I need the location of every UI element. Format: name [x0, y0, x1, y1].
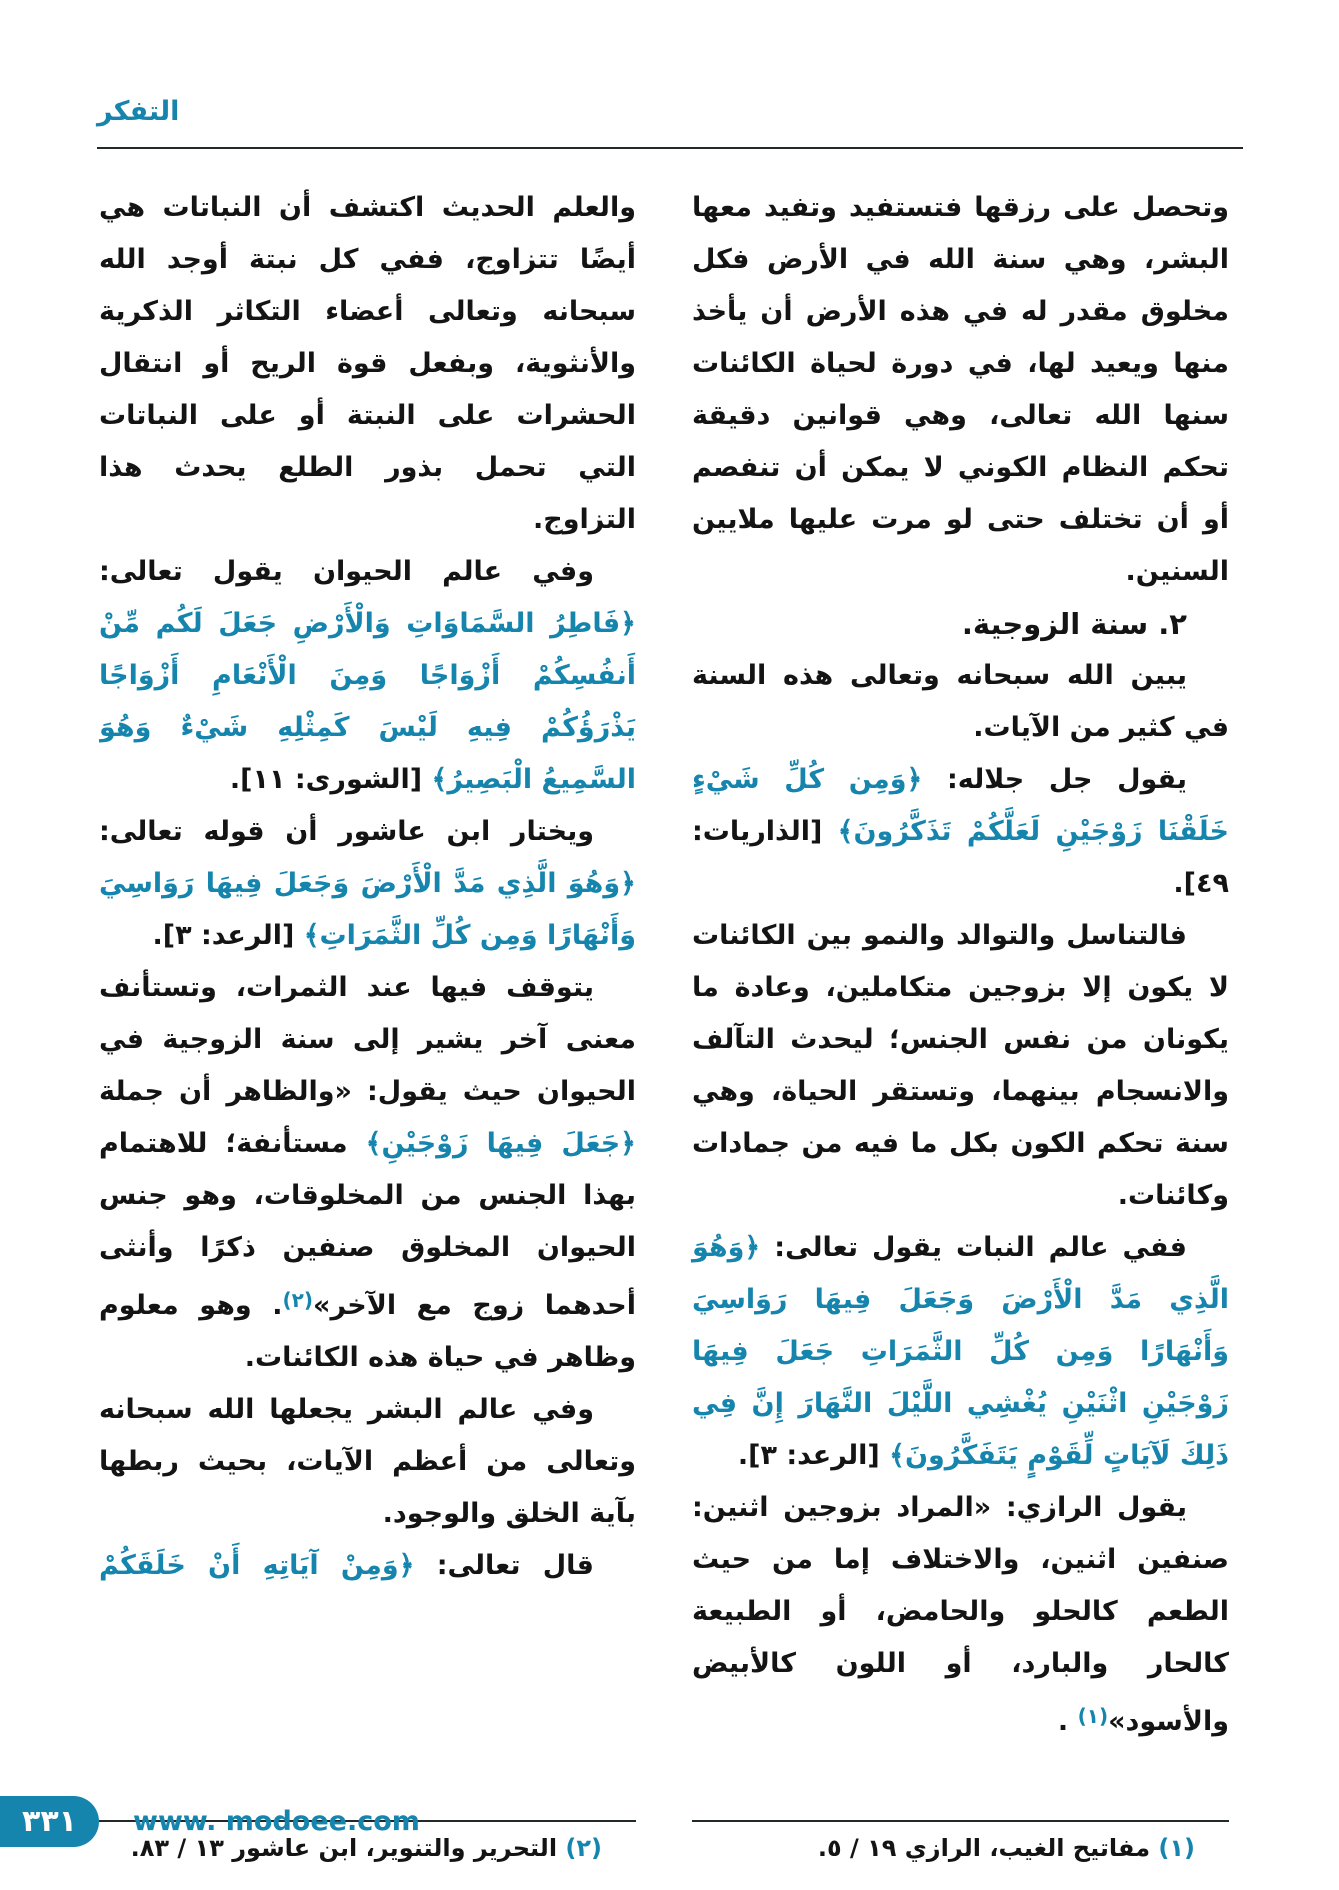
paragraph	[692, 182, 1229, 598]
text-columns	[99, 182, 1229, 1812]
quran-verse: ﴿فَاطِرُ السَّمَاوَاتِ وَالْأَرْضِ جَعَلَ لَكُم مِّنْ أَنفُسِكُمْ أَزْوَاجًا وَمِنَ الْأَنْعَامِ أَزْوَاجًا يَذْرَؤُكُمْ فِيهِ لَيْسَ كَمِثْلِهِ شَيْءٌ وَهُوَ السَّمِيعُ الْبَصِيرُ﴾	[99, 608, 636, 795]
paragraph	[99, 962, 636, 1384]
body-text: يبين الله سبحانه وتعالى هذه السنة في كثير من الآيات.	[692, 660, 1229, 743]
section-heading	[692, 598, 1229, 650]
footnote-marker: (١)	[1158, 1834, 1195, 1862]
running-head-title: التفكر	[97, 96, 180, 127]
page-number-badge	[0, 1796, 99, 1847]
quran-verse: ﴿وَهُوَ الَّذِي مَدَّ الْأَرْضَ وَجَعَلَ فِيهَا رَوَاسِيَ وَأَنْهَارًا وَمِن كُلِّ الثَّمَرَاتِ جَعَلَ فِيهَا زَوْجَيْنِ اثْنَيْنِ يُغْشِي اللَّيْلَ النَّهَارَ إِنَّ فِي ذَلِكَ لَآيَاتٍ لِّقَوْمٍ يَتَفَكَّرُونَ﴾	[692, 1232, 1229, 1471]
body-text: وتحصل على رزقها فتستفيد وتفيد معها البشر، وهي سنة الله في الأرض فكل مخلوق مقدر له في هذه الأرض أن يأخذ منها ويعيد لها، في دورة لحياة الكائنات سنها الله تعالى، وهي قوانين دقيقة تحكم النظام الكوني لا يمكن أن تنفصم أو أن تختلف حتى لو مرت عليها ملايين السنين.	[692, 192, 1229, 587]
paragraph	[692, 650, 1229, 754]
body-text: .	[1057, 1706, 1078, 1737]
paragraph	[99, 806, 636, 962]
body-text: . وهو معلوم وظاهر في حياة هذه الكائنات.	[99, 1290, 636, 1373]
body-text: [الشورى: ١١].	[229, 764, 432, 795]
quran-verse: ﴿وَمِنْ آيَاتِهِ أَنْ خَلَقَكُمْ	[99, 1550, 415, 1581]
body-text: مستأنفة؛ للاهتمام بهذا الجنس من المخلوقات، وهو جنس الحيوان المخلوق صنفين ذكرًا وأنثى أحدهما زوج مع الآخر»	[99, 1128, 636, 1321]
body-text: يقول جل جلاله:	[922, 764, 1188, 795]
paragraph	[99, 1384, 636, 1540]
body-text: [الرعد: ٣].	[737, 1440, 890, 1471]
paragraph	[692, 1482, 1229, 1748]
body-text: [الرعد: ٣].	[152, 920, 304, 951]
paragraph	[692, 1222, 1229, 1482]
quran-verse: ﴿وَهُوَ الَّذِي مَدَّ الْأَرْضَ وَجَعَلَ فِيهَا رَوَاسِيَ وَأَنْهَارًا وَمِن كُلِّ الثَّمَرَاتِ﴾	[99, 868, 636, 951]
quran-verse: ﴿وَمِن كُلِّ شَيْءٍ خَلَقْنَا زَوْجَيْنِ لَعَلَّكُمْ تَذَكَّرُونَ﴾	[692, 764, 1229, 847]
body-text: والعلم الحديث اكتشف أن النباتات هي أيضًا تتزاوج، ففي كل نبتة أوجد الله سبحانه وتعالى أعضاء التكاثر الذكرية والأنثوية، وبفعل قوة الريح أو انتقال الحشرات على النبتة أو على النباتات التي تحمل بذور الطلع يحدث هذا التزاوج.	[99, 192, 636, 535]
body-text: ويختار ابن عاشور أن قوله تعالى:	[99, 816, 594, 847]
page-number: ٣٣١	[22, 1804, 77, 1839]
column-left	[99, 182, 636, 1812]
body-text: يقول الرازي: «المراد بزوجين اثنين: صنفين اثنين، والاختلاف إما من حيث الطعم كالحلو والحامض، أو الطبيعة كالحار والبارد، أو اللون كالأبيض والأسود»	[692, 1492, 1229, 1737]
footnote-marker: (٢)	[565, 1834, 602, 1862]
paragraph	[692, 910, 1229, 1222]
body-text: فالتناسل والتوالد والنمو بين الكائنات لا يكون إلا بزوجين متكاملين، وعادة ما يكونان من نفس الجنس؛ ليحدث التآلف والانسجام بينهما، وتستقر الحياة، وهي سنة تحكم الكون بكل ما فيه من جمادات وكائنات.	[692, 920, 1229, 1211]
paragraph	[99, 1540, 636, 1592]
body-text: [الذاريات: ٤٩].	[692, 816, 1229, 899]
paragraph	[692, 754, 1229, 910]
website-url: www. modoee.com	[133, 1806, 420, 1837]
note-reference-marker: (١)	[1077, 1704, 1109, 1728]
quran-verse: ﴿جَعَلَ فِيهَا زَوْجَيْنِ﴾	[365, 1128, 636, 1159]
body-text: ففي عالم النبات يقول تعالى:	[760, 1232, 1187, 1263]
header-rule	[97, 147, 1243, 149]
paragraph	[99, 546, 636, 806]
body-text: قال تعالى:	[414, 1550, 594, 1581]
footnote-right	[692, 1820, 1229, 1862]
footnote-body: التحرير والتنوير، ابن عاشور ١٣ / ٨٣.	[130, 1834, 566, 1862]
body-text: يتوقف فيها عند الثمرات، وتستأنف معنى آخر يشير إلى سنة الزوجية في الحيوان حيث يقول: «والظاهر أن جملة	[99, 972, 636, 1107]
body-text: ٢. سنة الزوجية.	[961, 607, 1187, 641]
column-right	[692, 182, 1229, 1812]
note-reference-marker: (٢)	[282, 1288, 314, 1312]
footnote-text	[99, 1834, 636, 1862]
body-text: وفي عالم البشر يجعلها الله سبحانه وتعالى من أعظم الآيات، بحيث ربطها بآية الخلق والوجود.	[99, 1394, 636, 1529]
footnote-body: مفاتيح الغيب، الرازي ١٩ / ٥.	[817, 1834, 1159, 1862]
paragraph	[99, 182, 636, 546]
footnote-text	[692, 1834, 1229, 1862]
body-text: وفي عالم الحيوان يقول تعالى:	[99, 556, 594, 587]
